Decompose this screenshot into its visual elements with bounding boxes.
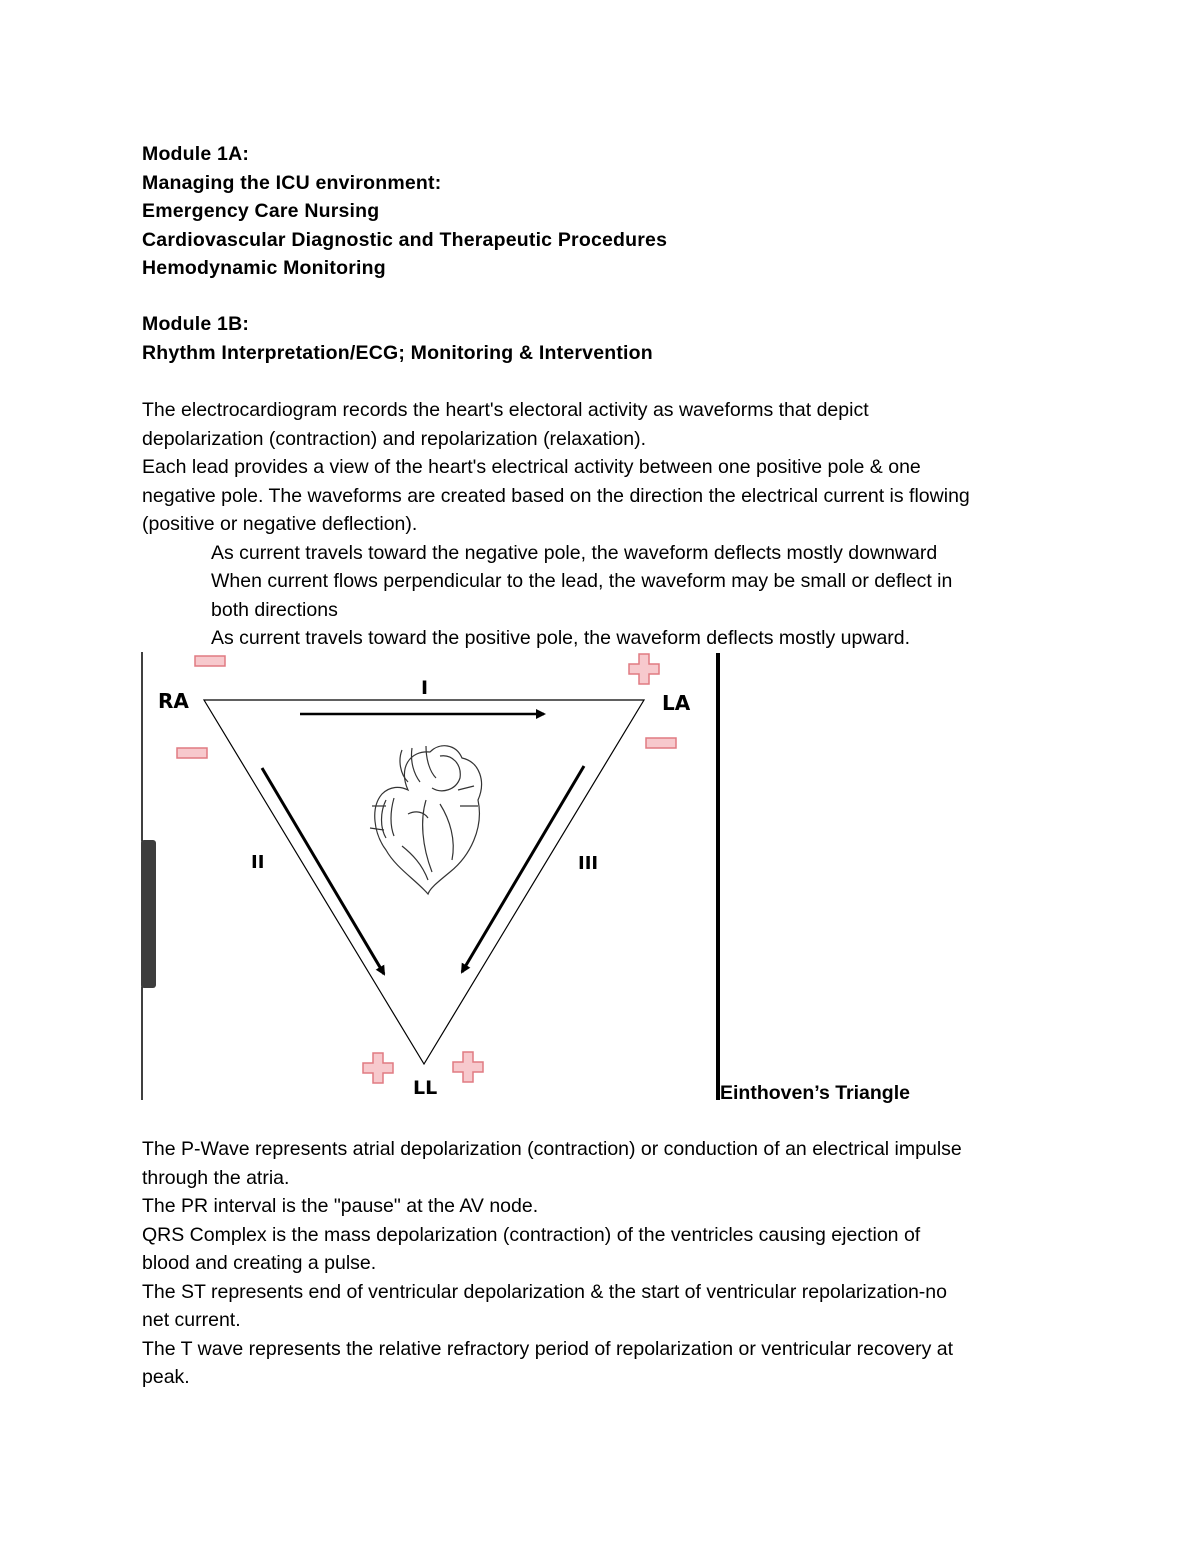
module-1a-topic: Hemodynamic Monitoring [142,257,386,279]
lead-2-arrow [262,768,384,974]
intro-indented-line: As current travels toward the negative pole, the waveform deflects mostly downward [211,541,938,564]
ll-label: LL [413,1077,438,1099]
waves-line: through the atria. [142,1166,290,1189]
diagram-side-bar [141,840,156,988]
intro-indented-line: When current flows perpendicular to the lead, the waveform may be small or deflect in [211,570,953,592]
minus-icon [177,748,207,758]
lead-1-label: I [421,677,429,699]
waves-line: QRS Complex is the mass depolarization (contraction) of the ventricles causing ejection of [142,1223,921,1246]
intro-line: depolarization (contraction) and repolarization (relaxation). [142,427,647,450]
einthoven-triangle-diagram [140,650,740,1102]
module-1a-topic: Managing the ICU environment: [142,171,442,194]
minus-icon [195,656,225,666]
plus-icon [453,1052,483,1082]
diagram-caption: Einthoven’s Triangle [720,1082,910,1104]
module-1b-title: Module 1B: [142,313,250,335]
waves-line: peak. [142,1366,190,1388]
module-1a-title: Module 1A: [142,143,250,165]
intro-line: Each lead provides a view of the heart's electrical activity between one positive pole & one [142,456,921,478]
ra-label: RA [158,689,189,713]
la-label: LA [662,691,691,715]
lead-3-arrow [462,766,584,972]
waves-line: net current. [142,1309,241,1331]
intro-line: negative pole. The waveforms are created based on the direction the electrical current is flowing [142,484,970,507]
module-1a-topic: Cardiovascular Diagnostic and Therapeutic Procedures [142,228,668,251]
waves-line: The T wave represents the relative refractory period of repolarization or ventricular recovery at [142,1337,954,1360]
waves-line: The ST represents end of ventricular depolarization & the start of ventricular repolarization-no [142,1280,947,1303]
waves-line: blood and creating a pulse. [142,1252,377,1274]
plus-icon [629,654,659,684]
lead-2-label: II [251,852,265,873]
lead-3-label: III [578,853,599,874]
triangle-outline [204,700,644,1064]
heart-icon [370,746,481,894]
intro-line: The electrocardiogram records the heart's electoral activity as waveforms that depict [142,399,869,421]
intro-indented-line: both directions [211,598,338,621]
waves-line: The PR interval is the "pause" at the AV node. [142,1195,539,1217]
module-1a-topic: Emergency Care Nursing [142,200,380,222]
intro-line: (positive or negative deflection). [142,513,418,535]
intro-indented-line: As current travels toward the positive pole, the waveform deflects mostly upward. [211,627,911,649]
module-1b-subtitle: Rhythm Interpretation/ECG; Monitoring & Intervention [142,341,653,364]
minus-icon [646,738,676,748]
plus-icon [363,1053,393,1083]
waves-line: The P-Wave represents atrial depolarization (contraction) or conduction of an electrical impulse [142,1138,962,1160]
